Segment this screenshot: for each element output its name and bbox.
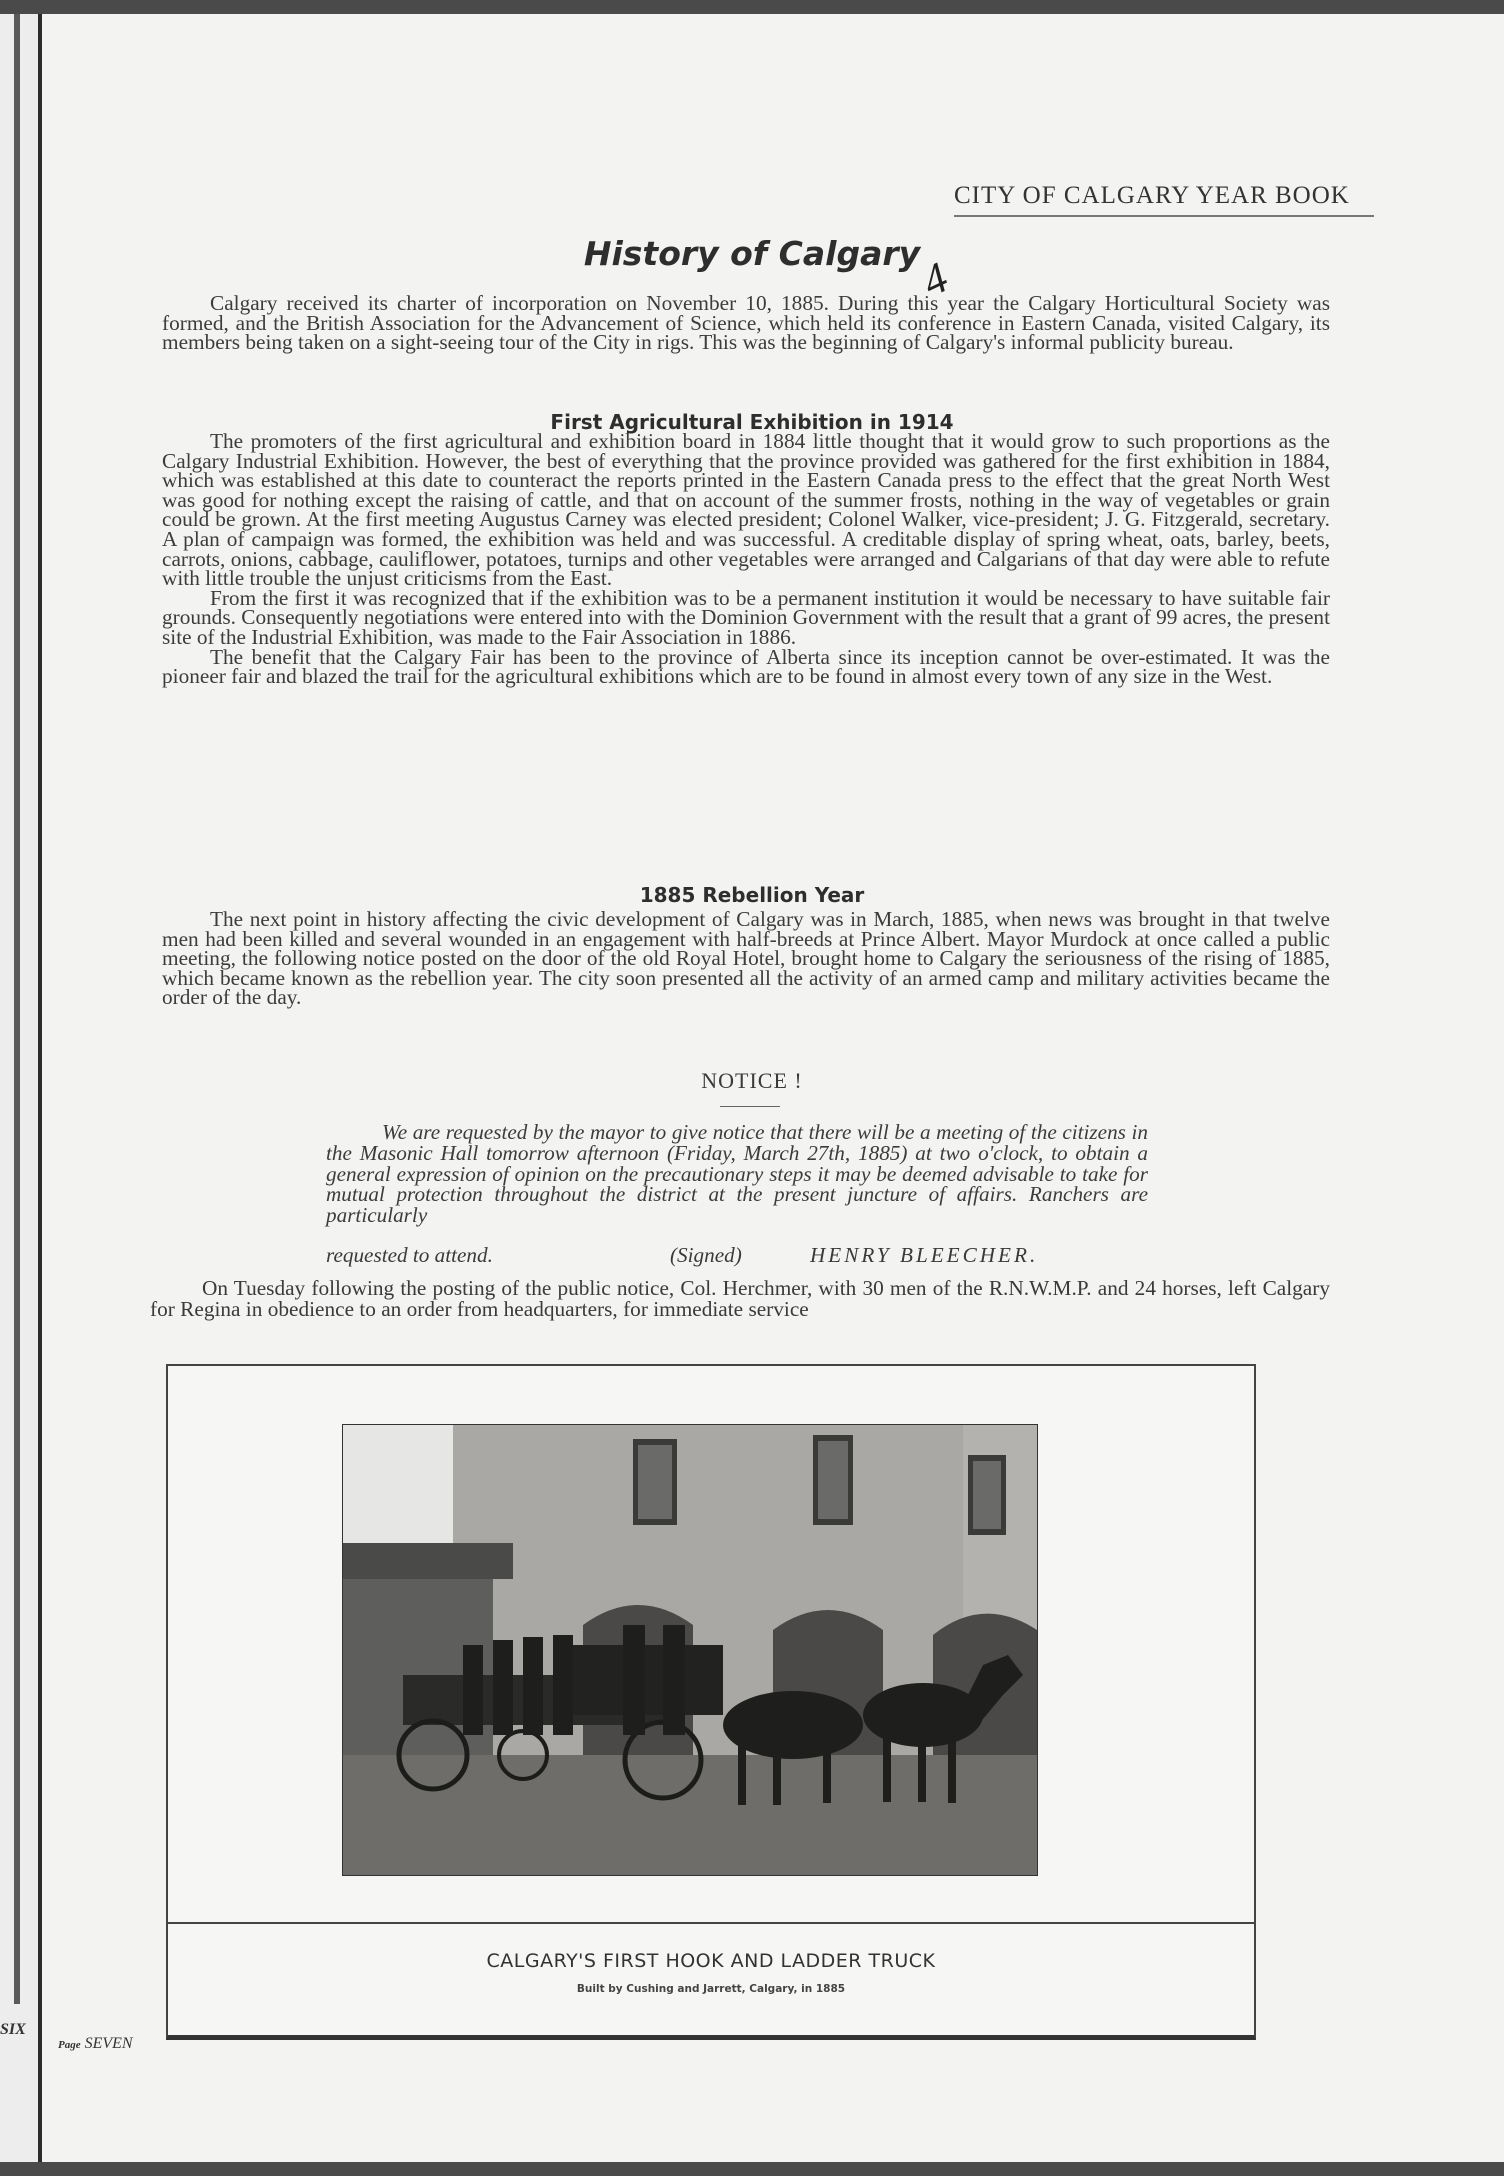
page-number-value: SEVEN: [84, 2035, 133, 2052]
running-header: CITY OF CALGARY YEAR BOOK: [954, 182, 1350, 209]
rebellion-section-body: [162, 907, 1330, 1010]
photo-caption: CALGARY'S FIRST HOOK AND LADDER TRUCK: [486, 1950, 936, 1972]
notice-body: We are requested by the mayor to give notice that there will be a meeting of the citizens in the Masonic Hall tomorrow afternoon (Friday, March 27th, 1885) at two o'clock, to obtain a general expression of opinion on the precautionary steps it may be deemed advisable to take for mutual protection throughout the district at the present juncture of affairs. Ranchers are particularly: [326, 1120, 1148, 1228]
page-binding-shadow: [14, 14, 20, 2004]
continuation-paragraph: On Tuesday following the posting of the public notice, Col. Herchmer, with 30 men of the R.N.W.M.P. and 24 horses, left Calgary for Regina in obedience to an order from headquarters, for immediate service: [150, 1276, 1330, 1321]
facing-page-edge: [0, 14, 42, 2162]
scan-bottom-border: [0, 2162, 1504, 2176]
signer-name: HENRY BLEECHER.: [810, 1243, 1039, 1267]
intro-paragraph-block: [162, 291, 1330, 355]
page-number: [58, 2035, 133, 2053]
notice-rule: [720, 1106, 780, 1107]
photo-credit: Built by Cushing and Jarrett, Calgary, in 1885: [576, 1983, 846, 1995]
section-heading-exhibition: First Agricultural Exhibition in 1914: [550, 410, 954, 434]
notice-text: [326, 1122, 1148, 1226]
photo-frame: [166, 1364, 1256, 2040]
document-page: [42, 14, 1504, 2162]
continuation-block: [150, 1278, 1330, 1320]
photo-illustration: [343, 1425, 1037, 1875]
exhibition-section-body: [162, 429, 1330, 689]
notice-heading: NOTICE !: [701, 1068, 803, 1093]
header-rule: [954, 215, 1374, 217]
fire-truck-photograph: [342, 1424, 1038, 1876]
notice-last-line: requested to attend.: [326, 1243, 493, 1267]
facing-page-number: SIX: [0, 2021, 26, 2038]
exhibition-paragraph-1: The promoters of the first agricultural and exhibition board in 1884 little thought that it would grow to such proportions as the Calgary Industrial Exhibition. However, the best of everything that the province provided was gathered for the first exhibition in 1884, which was established at this date to counteract the reports printed in the Eastern Canada press to the effect that the great North West was good for nothing except the raising of cattle, and that on account of the summer frosts, nothing in the way of vegetables or grain could be grown. At the first meeting Augustus Carney was elected president; Colonel Walker, vice-president; J. G. Fitzgerald, secretary. A plan of campaign was formed, the exhibition was held and was successful. A creditable display of spring wheat, oats, barley, beets, carrots, onions, cabbage, cauliflower, potatoes, turnips and other vegetables were arranged and Calgarians of that day were able to refute with little trouble the unjust criticisms from the East.: [162, 429, 1330, 591]
rebellion-paragraph: The next point in history affecting the civic development of Calgary was in March, 1885, when news was brought in that twelve men had been killed and several wounded in an engagement with half-breeds at Prince Albert. Mayor Murdock at once called a public meeting, the following notice posted on the door of the old Royal Hotel, brought home to Calgary the seriousness of the rising of 1885, which became known as the rebellion year. The city soon presented all the activity of an armed camp and military activities became the order of the day.: [162, 907, 1330, 1010]
scan-top-border: [0, 0, 1504, 14]
page-title: History of Calgary: [583, 234, 921, 273]
exhibition-paragraph-2: From the first it was recognized that if the exhibition was to be a permanent institution it would be necessary to have suitable fair grounds. Consequently negotiations were entered into with the Dominion Government with the result that a grant of 99 acres, the present site of the Industrial Exhibition, was made to the Fair Association in 1886.: [162, 585, 1330, 649]
intro-paragraph: Calgary received its charter of incorporation on November 10, 1885. During this year the Calgary Horticultural Society was formed, and the British Association for the Advancement of Science, which held its conference in Eastern Canada, visited Calgary, its members being taken on a sight-seeing tour of the City in rigs. This was the beginning of Calgary's informal publicity bureau.: [162, 291, 1330, 355]
caption-divider: [168, 1922, 1254, 1924]
handwritten-correction-mark: 4: [914, 252, 956, 307]
signed-label: (Signed): [670, 1243, 742, 1267]
section-heading-rebellion: 1885 Rebellion Year: [639, 883, 865, 907]
exhibition-paragraph-3: The benefit that the Calgary Fair has been to the province of Alberta since its inception cannot be over-estimated. It was the pioneer fair and blazed the trail for the agricultural exhibitions which are to be found in almost every town of any size in the West.: [162, 644, 1330, 689]
page-label: Page: [58, 2039, 81, 2051]
